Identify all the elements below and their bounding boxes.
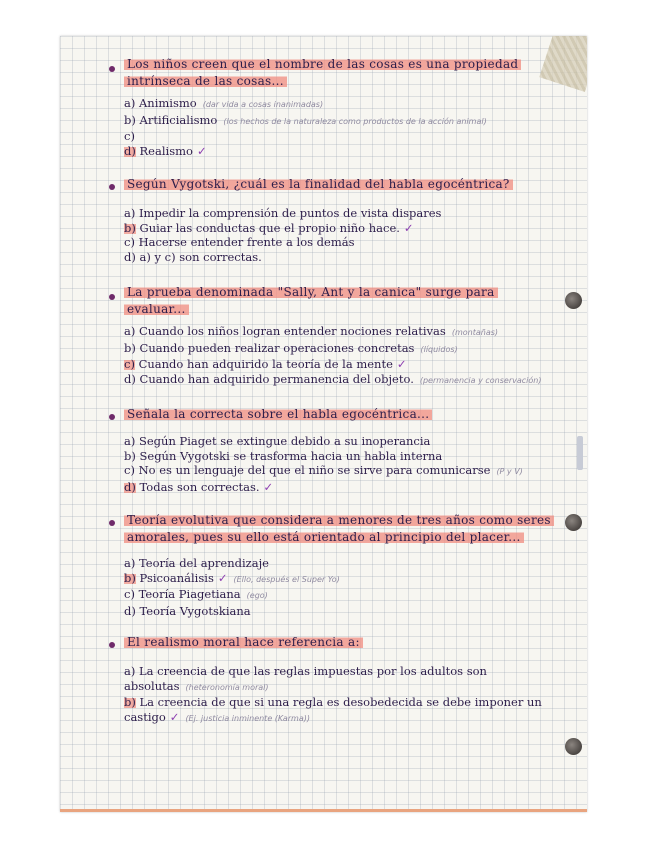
option-item bbox=[124, 221, 574, 236]
option-letter: b) bbox=[124, 695, 136, 709]
question-text bbox=[124, 634, 554, 651]
option-item bbox=[124, 206, 574, 221]
option-text: Todas son correctas. bbox=[139, 479, 260, 494]
question-text bbox=[124, 406, 554, 423]
options-list bbox=[124, 664, 564, 726]
option-text: La creencia de que si una regla es desobedecida se debe imponer un castigo bbox=[124, 695, 542, 724]
bullet-dot bbox=[109, 66, 115, 72]
checkmark-icon: ✓ bbox=[263, 479, 274, 494]
option-letter: a) bbox=[124, 206, 136, 220]
question-text bbox=[124, 56, 554, 90]
option-text: Según Vygotski se trasforma hacia un habla interna bbox=[139, 448, 443, 463]
side-stamp bbox=[577, 436, 583, 470]
option-letter: a) bbox=[124, 96, 136, 110]
option-note: (ego) bbox=[246, 591, 268, 600]
checkmark-icon: ✓ bbox=[396, 357, 407, 371]
option-letter: c) bbox=[124, 129, 135, 143]
option-note: (líquidos) bbox=[420, 344, 458, 354]
option-item bbox=[124, 449, 574, 464]
question-highlight: Según Vygotski, ¿cuál es la finalidad del habla egocéntrica? bbox=[124, 177, 513, 191]
option-item bbox=[124, 144, 574, 159]
option-item bbox=[124, 129, 574, 144]
option-text: Teoría Piagetiana bbox=[138, 587, 241, 601]
option-item bbox=[124, 463, 574, 480]
options-list bbox=[124, 324, 574, 388]
option-text: Guiar las conductas que el propio niño hace. bbox=[139, 220, 400, 235]
option-item bbox=[124, 434, 574, 449]
option-letter: a) bbox=[124, 556, 136, 570]
option-text: Psicoanálisis bbox=[139, 570, 214, 585]
option-letter: d) bbox=[124, 143, 136, 158]
option-note: (heteronomía moral) bbox=[185, 682, 269, 692]
option-text: a) y c) son correctas. bbox=[139, 249, 262, 264]
option-text: La creencia de que las reglas impuestas por los adultos son absolutas bbox=[124, 664, 487, 693]
bullet-dot bbox=[109, 414, 115, 420]
option-text: Realismo bbox=[139, 143, 193, 158]
option-letter: d) bbox=[124, 249, 136, 264]
option-letter: a) bbox=[124, 324, 136, 338]
option-note: (los hechos de la naturaleza como productos de la acción animal) bbox=[223, 116, 487, 126]
option-item bbox=[124, 341, 574, 358]
punch-hole bbox=[565, 514, 582, 531]
option-text: Hacerse entender frente a los demás bbox=[138, 235, 355, 249]
checkmark-icon: ✓ bbox=[403, 220, 414, 235]
checkmark-icon: ✓ bbox=[217, 570, 228, 585]
bullet-dot bbox=[109, 184, 115, 190]
notebook-sheet bbox=[60, 36, 587, 812]
option-item bbox=[124, 357, 574, 372]
option-text: Cuando pueden realizar operaciones concretas bbox=[139, 340, 415, 355]
option-letter: c) bbox=[124, 463, 135, 477]
option-note: (P y V) bbox=[496, 467, 523, 476]
option-item bbox=[124, 113, 574, 130]
option-text: Cuando los niños logran entender nociones relativas bbox=[139, 324, 446, 338]
punch-hole bbox=[565, 738, 582, 755]
question-highlight: La prueba denominada "Sally, Ant y la canica" surge para evaluar... bbox=[124, 285, 498, 316]
question-text bbox=[124, 512, 554, 546]
checkmark-icon: ✓ bbox=[169, 709, 180, 724]
option-item bbox=[124, 695, 564, 726]
option-text: Animismo bbox=[139, 96, 197, 110]
option-letter: b) bbox=[124, 570, 136, 585]
option-item bbox=[124, 324, 574, 341]
bullet-dot bbox=[109, 520, 115, 526]
option-letter: d) bbox=[124, 603, 136, 618]
option-item bbox=[124, 235, 574, 250]
option-letter: c) bbox=[124, 357, 135, 371]
question-highlight: Señala la correcta sobre el habla egocéntrica... bbox=[124, 407, 432, 421]
option-note: (montañas) bbox=[451, 328, 499, 337]
option-text: Cuando han adquirido permanencia del objeto. bbox=[139, 371, 414, 386]
option-text: No es un lenguaje del que el niño se sirve para comunicarse bbox=[138, 463, 491, 477]
option-note: (permanencia y conservación) bbox=[419, 375, 542, 385]
option-note: (Ello, después el Super Yo) bbox=[233, 574, 340, 584]
option-item bbox=[124, 250, 574, 265]
options-list bbox=[124, 556, 574, 618]
punch-hole bbox=[565, 292, 582, 309]
question-highlight: Los niños creen que el nombre de las cosas es una propiedad intrínseca de las cosas... bbox=[124, 57, 521, 88]
option-letter: b) bbox=[124, 340, 136, 355]
option-letter: d) bbox=[124, 371, 136, 386]
option-letter: b) bbox=[124, 220, 136, 235]
question-highlight: El realismo moral hace referencia a: bbox=[124, 635, 363, 649]
option-item bbox=[124, 372, 574, 389]
option-item bbox=[124, 480, 574, 495]
checkmark-icon: ✓ bbox=[196, 143, 207, 158]
option-note: (Ej. justicia inminente (Karma)) bbox=[185, 713, 310, 723]
option-item bbox=[124, 571, 574, 588]
option-letter: a) bbox=[124, 664, 136, 678]
option-text: Impedir la comprensión de puntos de vista dispares bbox=[139, 206, 442, 220]
bullet-dot bbox=[109, 294, 115, 300]
option-letter: b) bbox=[124, 448, 136, 463]
option-text: Teoría del aprendizaje bbox=[139, 556, 269, 570]
option-letter: c) bbox=[124, 587, 135, 601]
option-letter: b) bbox=[124, 112, 136, 127]
options-list bbox=[124, 206, 574, 264]
option-letter: c) bbox=[124, 235, 135, 249]
bullet-dot bbox=[109, 642, 115, 648]
option-item bbox=[124, 664, 564, 695]
option-item bbox=[124, 604, 574, 619]
options-list bbox=[124, 96, 574, 158]
option-text: Según Piaget se extingue debido a su inoperancia bbox=[139, 434, 431, 448]
option-note: (dar vida a cosas inanimadas) bbox=[202, 100, 324, 109]
option-text: Teoría Vygotskiana bbox=[139, 603, 251, 618]
question-text bbox=[124, 176, 554, 193]
question-text bbox=[124, 284, 554, 318]
option-item bbox=[124, 556, 574, 571]
option-text: Artificialismo bbox=[139, 112, 218, 127]
option-item bbox=[124, 587, 574, 604]
option-letter: a) bbox=[124, 434, 136, 448]
question-highlight: Teoría evolutiva que considera a menores de tres años como seres amorales, pues su ello está orientado al principio del placer... bbox=[124, 513, 554, 544]
option-item bbox=[124, 96, 574, 113]
option-letter: d) bbox=[124, 479, 136, 494]
options-list bbox=[124, 434, 574, 494]
option-text: Cuando han adquirido la teoría de la mente bbox=[138, 357, 393, 371]
